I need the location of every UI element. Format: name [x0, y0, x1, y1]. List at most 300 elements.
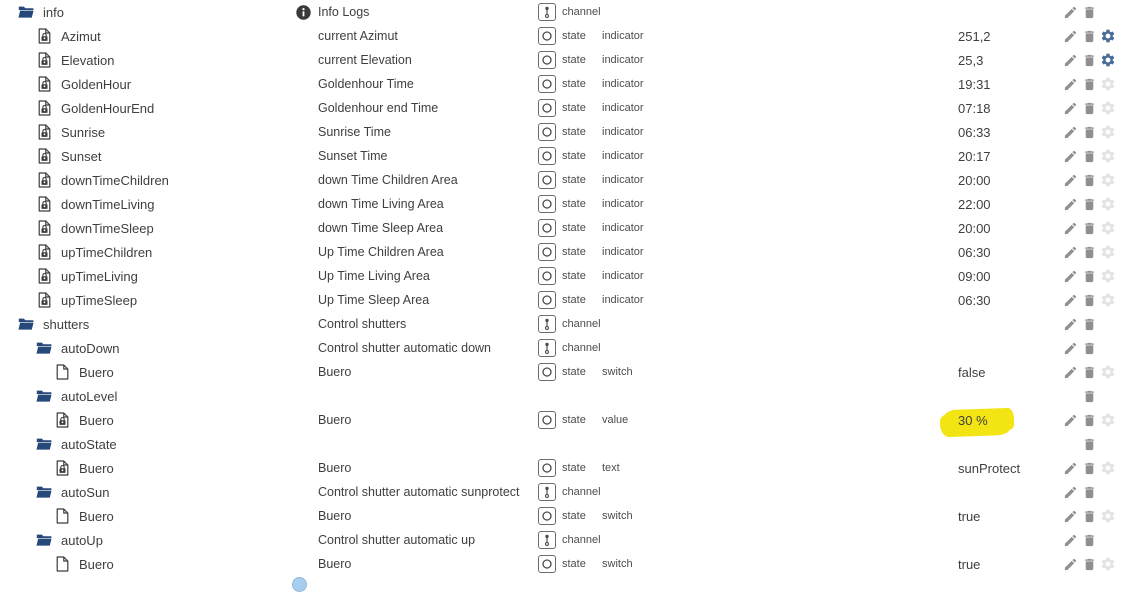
tree-item-label: downTimeSleep: [61, 220, 154, 236]
tree-item-label: upTimeLiving: [61, 268, 138, 284]
doc-lock-icon: [36, 196, 52, 212]
table-row: [0, 408, 1129, 432]
role-label: indicator: [602, 198, 644, 210]
type-label: state: [562, 222, 586, 234]
value-label: false: [958, 364, 986, 380]
doc-lock-icon: [36, 52, 52, 68]
delete-icon[interactable]: [1081, 28, 1097, 44]
delete-icon[interactable]: [1081, 124, 1097, 140]
gear-icon[interactable]: [1100, 52, 1116, 68]
gear-icon: [1100, 148, 1116, 164]
tree-item-label: autoDown: [61, 340, 120, 356]
description-label: Buero: [318, 509, 352, 523]
doc-lock-icon: [54, 460, 70, 476]
row-actions: [1062, 528, 1116, 552]
type-cell: [538, 48, 586, 72]
description-label: down Time Sleep Area: [318, 221, 444, 235]
role-label: indicator: [602, 102, 644, 114]
type-cell: [538, 24, 586, 48]
description-cell: [296, 312, 406, 336]
tree-item-label: downTimeLiving: [61, 196, 155, 212]
description-cell: [296, 336, 491, 360]
row-actions: [1062, 0, 1116, 24]
doc-lock-icon: [36, 124, 52, 140]
tree-item-label: Buero: [79, 364, 114, 380]
row-actions: [1062, 312, 1116, 336]
delete-icon[interactable]: [1081, 508, 1097, 524]
table-row: [0, 288, 1129, 312]
folder-icon: [36, 436, 52, 452]
description-label: Sunrise Time: [318, 125, 391, 139]
type-cell: [538, 528, 601, 552]
state-badge: [538, 171, 556, 189]
row-actions: [1062, 456, 1116, 480]
role-label: indicator: [602, 126, 644, 138]
tree-item-label: Elevation: [61, 52, 115, 68]
edit-icon[interactable]: [1062, 316, 1078, 332]
description-label: Up Time Children Area: [318, 245, 444, 259]
state-badge: [538, 147, 556, 165]
description-label: Control shutter automatic up: [318, 533, 476, 547]
type-cell: [538, 192, 586, 216]
description-cell: [296, 192, 444, 216]
folder-icon: [36, 532, 52, 548]
description-label: Up Time Living Area: [318, 269, 430, 283]
table-row: [0, 0, 1129, 24]
table-row: [0, 216, 1129, 240]
type-label: state: [562, 366, 586, 378]
type-label: state: [562, 174, 586, 186]
value-label: 20:00: [958, 220, 991, 236]
description-cell: [296, 24, 398, 48]
description-label: Goldenhour Time: [318, 77, 414, 91]
table-row: [0, 456, 1129, 480]
gear-icon: [1100, 100, 1116, 116]
tree-item[interactable]: [18, 312, 89, 336]
row-actions: [1062, 288, 1116, 312]
tree-item[interactable]: [36, 72, 131, 96]
state-badge: [538, 195, 556, 213]
tree-item-label: Buero: [79, 508, 114, 524]
delete-icon[interactable]: [1081, 436, 1097, 452]
table-row: [0, 432, 1129, 456]
description-cell: [296, 240, 444, 264]
tree-item[interactable]: [36, 480, 109, 504]
delete-icon[interactable]: [1081, 364, 1097, 380]
type-label: state: [562, 54, 586, 66]
value-label: sunProtect: [958, 460, 1021, 476]
channel-badge: [538, 339, 556, 357]
type-cell: [538, 480, 601, 504]
doc-icon: [54, 556, 70, 572]
role-label: indicator: [602, 150, 644, 162]
doc-lock-icon: [36, 268, 52, 284]
state-badge: [538, 123, 556, 141]
doc-icon: [54, 508, 70, 524]
description-cell: [296, 360, 351, 384]
tree-item-label: GoldenHour: [61, 76, 132, 92]
delete-icon[interactable]: [1081, 244, 1097, 260]
type-cell: [538, 360, 586, 384]
state-badge: [538, 267, 556, 285]
tree-item-label: Azimut: [61, 28, 101, 44]
edit-icon[interactable]: [1062, 460, 1078, 476]
type-label: state: [562, 510, 586, 522]
tree-item[interactable]: [54, 360, 114, 384]
description-label: Up Time Sleep Area: [318, 293, 430, 307]
tree-item[interactable]: [36, 96, 154, 120]
description-cell: [296, 480, 520, 504]
role-label: indicator: [602, 78, 644, 90]
description-cell: [296, 432, 318, 456]
gear-icon: [1100, 292, 1116, 308]
type-cell: [538, 216, 586, 240]
role-label: indicator: [602, 270, 644, 282]
description-cell: [296, 288, 429, 312]
description-cell: [296, 528, 475, 552]
gear-icon: [1100, 268, 1116, 284]
state-badge: [538, 27, 556, 45]
row-actions: [1062, 480, 1116, 504]
delete-icon[interactable]: [1081, 268, 1097, 284]
tree-item-label: info: [43, 4, 64, 20]
role-label: indicator: [602, 246, 644, 258]
state-badge: [538, 291, 556, 309]
folder-icon: [36, 340, 52, 356]
table-row: [0, 24, 1129, 48]
type-cell: [538, 336, 601, 360]
table-row: [0, 144, 1129, 168]
row-actions: [1062, 144, 1116, 168]
type-cell: [538, 264, 586, 288]
tree-item-label: Buero: [79, 556, 114, 572]
table-row: [0, 552, 1129, 576]
description-label: down Time Living Area: [318, 197, 444, 211]
edit-icon[interactable]: [1062, 4, 1078, 20]
description-label: Buero: [318, 413, 352, 427]
type-label: state: [562, 126, 586, 138]
state-badge: [538, 459, 556, 477]
edit-icon[interactable]: [1062, 292, 1078, 308]
doc-lock-icon: [36, 76, 52, 92]
type-cell: [538, 168, 586, 192]
description-cell: [296, 0, 369, 24]
table-row: [0, 384, 1129, 408]
table-row: [0, 192, 1129, 216]
type-cell: [538, 312, 601, 336]
table-row: [0, 528, 1129, 552]
gear-icon[interactable]: [1100, 28, 1116, 44]
tree-item[interactable]: [18, 0, 64, 24]
tree-item[interactable]: [36, 264, 138, 288]
info-icon: [296, 5, 311, 20]
type-label: channel: [562, 318, 601, 330]
state-badge: [538, 363, 556, 381]
table-row: [0, 168, 1129, 192]
partial-next-row-icon: [292, 577, 307, 592]
type-label: state: [562, 198, 586, 210]
type-cell: [538, 552, 586, 576]
doc-icon: [54, 364, 70, 380]
row-actions: [1062, 72, 1116, 96]
edit-icon[interactable]: [1062, 100, 1078, 116]
description-cell: [296, 504, 351, 528]
value-label: 20:17: [958, 148, 991, 164]
edit-icon[interactable]: [1062, 172, 1078, 188]
delete-icon[interactable]: [1081, 484, 1097, 500]
type-cell: [538, 504, 586, 528]
edit-icon[interactable]: [1062, 364, 1078, 380]
folder-icon: [36, 484, 52, 500]
gear-icon: [1100, 556, 1116, 572]
description-cell: [296, 408, 351, 432]
state-badge: [538, 555, 556, 573]
tree-item[interactable]: [36, 192, 154, 216]
delete-icon[interactable]: [1081, 340, 1097, 356]
state-badge: [538, 99, 556, 117]
type-label: state: [562, 294, 586, 306]
description-label: Control shutters: [318, 317, 407, 331]
description-cell: [296, 216, 443, 240]
tree-item[interactable]: [36, 528, 103, 552]
channel-badge: [538, 531, 556, 549]
tree-item[interactable]: [36, 24, 101, 48]
role-label: switch: [602, 366, 633, 378]
description-label: Buero: [318, 557, 352, 571]
delete-icon[interactable]: [1081, 52, 1097, 68]
table-row: [0, 96, 1129, 120]
type-cell: [538, 456, 586, 480]
tree-item-label: Buero: [79, 460, 114, 476]
edit-icon[interactable]: [1062, 268, 1078, 284]
value-label: 07:18: [958, 100, 991, 116]
role-label: indicator: [602, 30, 644, 42]
gear-icon: [1100, 172, 1116, 188]
value-label: 06:33: [958, 124, 991, 140]
description-cell: [296, 456, 351, 480]
row-actions: [1062, 360, 1116, 384]
tree-item[interactable]: [36, 432, 117, 456]
type-cell: [538, 288, 586, 312]
role-label: value: [602, 414, 629, 426]
delete-icon[interactable]: [1081, 460, 1097, 476]
table-row: [0, 120, 1129, 144]
tree-item[interactable]: [36, 48, 114, 72]
tree-item[interactable]: [36, 240, 152, 264]
row-actions: [1062, 504, 1116, 528]
tree-item[interactable]: [54, 456, 114, 480]
type-cell: [538, 96, 586, 120]
row-actions: [1062, 408, 1116, 432]
edit-icon[interactable]: [1062, 28, 1078, 44]
row-actions: [1062, 432, 1116, 456]
description-cell: [296, 552, 351, 576]
type-label: channel: [562, 6, 601, 18]
delete-icon[interactable]: [1081, 532, 1097, 548]
tree-item-label: autoState: [61, 436, 117, 452]
gear-icon: [1100, 196, 1116, 212]
row-actions: [1062, 552, 1116, 576]
delete-icon[interactable]: [1081, 148, 1097, 164]
tree-item-label: downTimeChildren: [61, 172, 169, 188]
state-badge: [538, 75, 556, 93]
row-actions: [1062, 216, 1116, 240]
folder-icon: [18, 4, 34, 20]
doc-lock-icon: [36, 172, 52, 188]
type-label: state: [562, 102, 586, 114]
edit-icon[interactable]: [1062, 484, 1078, 500]
tree-item[interactable]: [36, 288, 137, 312]
table-row: [0, 240, 1129, 264]
tree-item-label: autoLevel: [61, 388, 118, 404]
row-actions: [1062, 240, 1116, 264]
description-label: down Time Children Area: [318, 173, 458, 187]
value-label: true: [958, 508, 981, 524]
description-label: current Elevation: [318, 53, 412, 67]
type-cell: [538, 72, 586, 96]
role-label: switch: [602, 558, 633, 570]
type-label: state: [562, 558, 586, 570]
table-row: [0, 312, 1129, 336]
edit-icon[interactable]: [1062, 532, 1078, 548]
edit-icon[interactable]: [1062, 220, 1078, 236]
type-cell: [538, 240, 586, 264]
delete-icon[interactable]: [1081, 100, 1097, 116]
tree-item-label: autoUp: [61, 532, 103, 548]
tree-item[interactable]: [54, 408, 114, 432]
tree-item-label: upTimeSleep: [61, 292, 138, 308]
role-label: indicator: [602, 54, 644, 66]
type-label: channel: [562, 534, 601, 546]
value-label: true: [958, 556, 981, 572]
edit-icon[interactable]: [1062, 196, 1078, 212]
gear-icon: [1100, 460, 1116, 476]
delete-icon[interactable]: [1081, 172, 1097, 188]
tree-item-label: Sunset: [61, 148, 102, 164]
edit-icon[interactable]: [1062, 52, 1078, 68]
table-row: [0, 336, 1129, 360]
tree-item[interactable]: [54, 504, 114, 528]
tree-item[interactable]: [36, 144, 101, 168]
role-label: text: [602, 462, 620, 474]
value-label: 251,2: [958, 28, 991, 44]
value-label: 22:00: [958, 196, 991, 212]
table-row: [0, 480, 1129, 504]
type-label: state: [562, 270, 586, 282]
delete-icon[interactable]: [1081, 196, 1097, 212]
gear-icon: [1100, 124, 1116, 140]
tree-item[interactable]: [36, 216, 154, 240]
description-label: Buero: [318, 365, 352, 379]
delete-icon[interactable]: [1081, 76, 1097, 92]
delete-icon[interactable]: [1081, 292, 1097, 308]
tree-item[interactable]: [36, 168, 169, 192]
description-cell: [296, 384, 318, 408]
delete-icon[interactable]: [1081, 556, 1097, 572]
table-row: [0, 360, 1129, 384]
value-label: 25,3: [958, 52, 984, 68]
state-badge: [538, 243, 556, 261]
delete-icon[interactable]: [1081, 4, 1097, 20]
role-label: indicator: [602, 174, 644, 186]
edit-icon[interactable]: [1062, 76, 1078, 92]
tree-item-label: shutters: [43, 316, 90, 332]
edit-icon[interactable]: [1062, 340, 1078, 356]
description-label: Control shutter automatic sunprotect: [318, 485, 520, 499]
edit-icon[interactable]: [1062, 124, 1078, 140]
tree-item[interactable]: [54, 552, 114, 576]
delete-icon[interactable]: [1081, 316, 1097, 332]
type-label: state: [562, 30, 586, 42]
description-label: Buero: [318, 461, 352, 475]
value-label: 30 %: [958, 412, 988, 428]
type-cell: [538, 120, 586, 144]
table-row: [0, 264, 1129, 288]
tree-item-label: Sunrise: [61, 124, 106, 140]
tree-item[interactable]: [36, 384, 117, 408]
description-cell: [296, 144, 387, 168]
doc-lock-icon: [36, 148, 52, 164]
state-badge: [538, 507, 556, 525]
row-actions: [1062, 192, 1116, 216]
description-cell: [296, 264, 430, 288]
type-label: channel: [562, 342, 601, 354]
description-label: Info Logs: [318, 5, 370, 19]
state-badge: [538, 219, 556, 237]
folder-icon: [18, 316, 34, 332]
tree-item-label: autoSun: [61, 484, 110, 500]
tree-item-label: upTimeChildren: [61, 244, 153, 260]
state-badge: [538, 51, 556, 69]
gear-icon: [1100, 244, 1116, 260]
description-cell: [296, 96, 438, 120]
value-label: 20:00: [958, 172, 991, 188]
description-cell: [296, 120, 391, 144]
row-actions: [1062, 384, 1116, 408]
type-cell: [538, 408, 586, 432]
delete-icon[interactable]: [1081, 388, 1097, 404]
description-label: current Azimut: [318, 29, 398, 43]
delete-icon[interactable]: [1081, 220, 1097, 236]
description-cell: [296, 48, 412, 72]
type-label: channel: [562, 486, 601, 498]
edit-icon[interactable]: [1062, 556, 1078, 572]
description-cell: [296, 72, 414, 96]
folder-icon: [36, 388, 52, 404]
type-cell: [538, 0, 601, 24]
description-label: Goldenhour end Time: [318, 101, 439, 115]
type-cell: [538, 144, 586, 168]
delete-icon[interactable]: [1081, 412, 1097, 428]
doc-lock-icon: [36, 100, 52, 116]
tree-item[interactable]: [36, 120, 105, 144]
edit-icon[interactable]: [1062, 244, 1078, 260]
row-actions: [1062, 336, 1116, 360]
tree-item-label: Buero: [79, 412, 114, 428]
edit-icon[interactable]: [1062, 412, 1078, 428]
gear-icon: [1100, 508, 1116, 524]
row-actions: [1062, 264, 1116, 288]
tree-item[interactable]: [36, 336, 120, 360]
value-label: 06:30: [958, 292, 991, 308]
channel-badge: [538, 3, 556, 21]
description-cell: [296, 168, 458, 192]
doc-lock-icon: [36, 244, 52, 260]
row-actions: [1062, 48, 1116, 72]
edit-icon[interactable]: [1062, 508, 1078, 524]
edit-icon[interactable]: [1062, 148, 1078, 164]
table-row: [0, 48, 1129, 72]
